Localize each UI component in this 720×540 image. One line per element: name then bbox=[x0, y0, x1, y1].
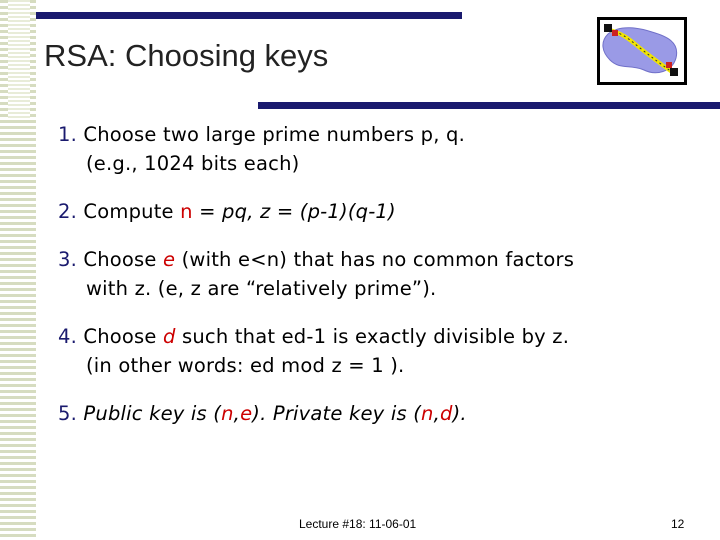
footer-page-number: 12 bbox=[671, 517, 685, 531]
item-text-continued: with z. (e, z are “relatively prime”). bbox=[86, 277, 437, 300]
variable-n: n bbox=[180, 200, 193, 223]
item-number: 1. bbox=[58, 123, 78, 146]
list-item bbox=[58, 120, 698, 178]
variable-e: e bbox=[163, 248, 176, 271]
variable-d: d bbox=[439, 402, 453, 425]
item-text: , bbox=[433, 402, 440, 425]
variable-d: d bbox=[163, 325, 176, 348]
top-rule bbox=[36, 12, 462, 19]
item-number: 3. bbox=[58, 248, 78, 271]
list-item bbox=[58, 399, 698, 428]
variable-n: n bbox=[421, 402, 434, 425]
item-text: such that ed-1 is exactly divisible by z. bbox=[175, 325, 570, 348]
footer-lecture-label: Lecture #18: 11-06-01 bbox=[299, 517, 417, 531]
list-item bbox=[58, 322, 698, 380]
item-number: 4. bbox=[58, 325, 78, 348]
network-path-logo-icon bbox=[597, 17, 687, 85]
item-number: 5. bbox=[58, 402, 78, 425]
item-text: Choose two large prime numbers p, q. bbox=[83, 123, 465, 146]
list-item bbox=[58, 197, 698, 226]
item-number: 2. bbox=[58, 200, 78, 223]
item-text: = pq, z = (p-1)(q-1) bbox=[192, 200, 396, 223]
item-text: Public key is ( bbox=[83, 402, 222, 425]
item-text: Choose bbox=[83, 325, 164, 348]
slide-body bbox=[58, 120, 698, 447]
list-item bbox=[58, 245, 698, 303]
title-underline-rule bbox=[258, 102, 720, 109]
item-text: Compute bbox=[83, 200, 181, 223]
variable-n: n bbox=[221, 402, 234, 425]
item-text: Choose bbox=[83, 248, 164, 271]
variable-e: e bbox=[240, 402, 253, 425]
item-text-continued: (in other words: ed mod z = 1 ). bbox=[86, 354, 405, 377]
decorative-side-bar bbox=[0, 0, 36, 540]
item-text: (with e<n) that has no common factors bbox=[175, 248, 575, 271]
item-text: , bbox=[233, 402, 241, 425]
item-text-continued: (e.g., 1024 bits each) bbox=[86, 152, 300, 175]
slide-title: RSA: Choosing keys bbox=[44, 38, 329, 73]
item-text: ). Private key is ( bbox=[252, 402, 422, 425]
item-text: ). bbox=[452, 402, 467, 425]
